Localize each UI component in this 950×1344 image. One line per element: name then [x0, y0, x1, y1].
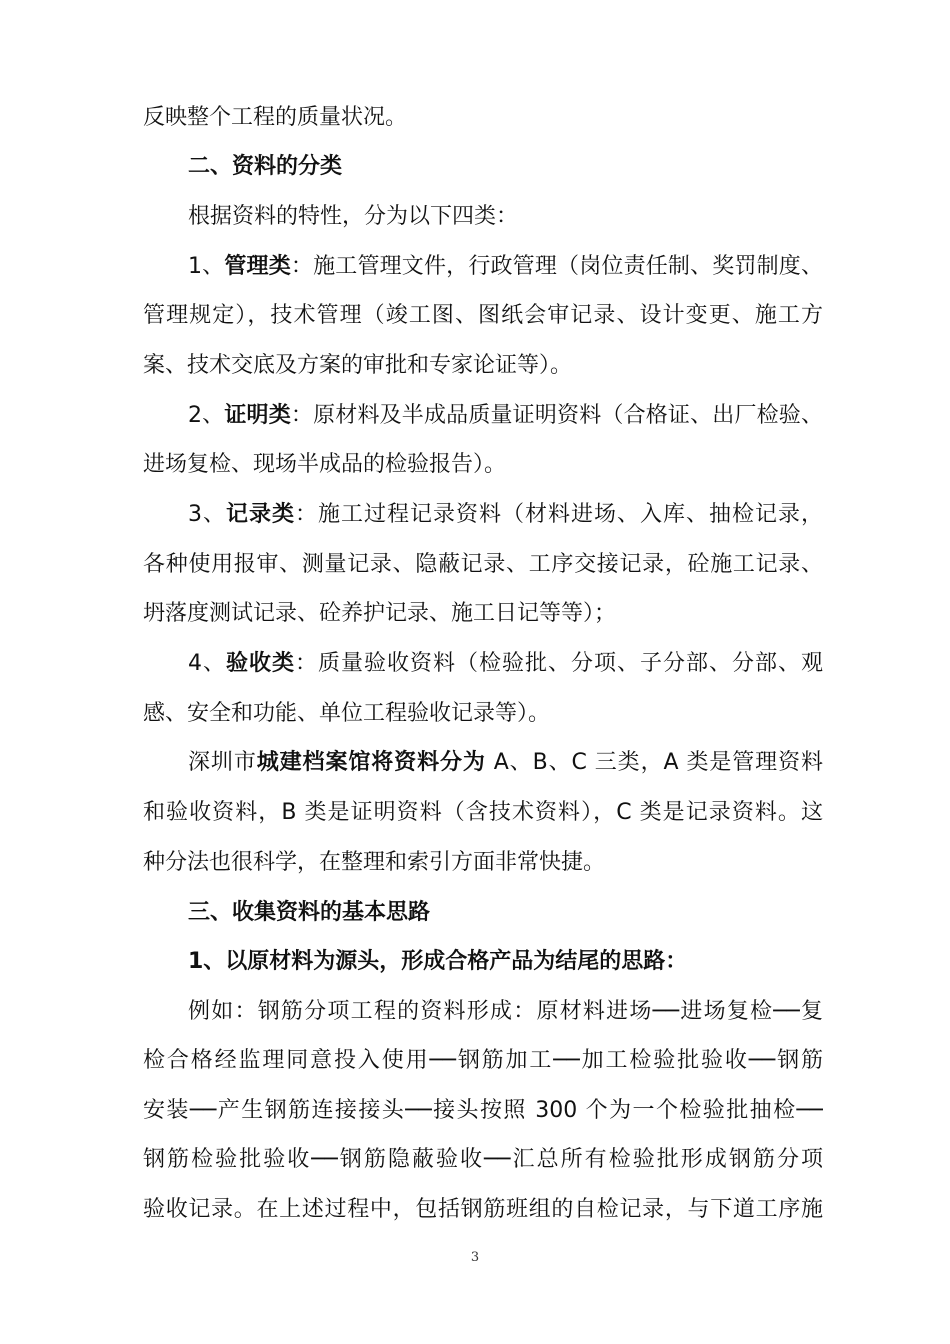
category-description: ：施工管理文件，行政管理（岗位责任制、奖罚制度、 [290, 254, 823, 279]
paragraph-line [188, 748, 823, 778]
list-number: 1、 [188, 254, 225, 279]
list-item-management [188, 252, 823, 282]
category-description: ：原材料及半成品质量证明资料（合格证、出厂检验、 [290, 403, 823, 428]
list-number: 4、 [188, 651, 226, 676]
text-run: A、B、C 三类，A 类是管理资料 [485, 750, 823, 775]
paragraph-line: 感、安全和功能、单位工程验收记录等）。 [143, 701, 551, 726]
category-term: 记录类 [226, 502, 295, 527]
paragraph-line: 安装──产生钢筋连接接头──接头按照 300 个为一个检验批抽检── [143, 1098, 823, 1123]
paragraph-line: 管理规定），技术管理（竣工图、图纸会审记录、设计变更、施工方 [143, 303, 823, 328]
category-description: ：施工过程记录资料（材料进场、入库、抽检记录， [295, 502, 823, 527]
section-heading: 二、资料的分类 [188, 154, 343, 179]
paragraph-line: 种分法也很科学，在整理和索引方面非常快捷。 [143, 850, 606, 875]
list-item-record [188, 500, 823, 530]
category-term: 管理类 [224, 254, 291, 279]
paragraph-line: 案、技术交底及方案的审批和专家论证等）。 [143, 353, 573, 378]
list-item-acceptance [188, 649, 823, 679]
paragraph-line: 检合格经监理同意投入使用──钢筋加工──加工检验批验收──钢筋 [143, 1048, 823, 1073]
paragraph-line: 验收记录。在上述过程中，包括钢筋班组的自检记录，与下道工序施 [143, 1197, 823, 1222]
bold-text-run: 城建档案馆将资料分为 [256, 750, 486, 775]
list-number: 2、 [188, 403, 225, 428]
subsection-heading: 1、以原材料为源头，形成合格产品为结尾的思路： [188, 949, 688, 974]
section-heading: 三、收集资料的基本思路 [188, 900, 431, 925]
category-term: 证明类 [224, 403, 291, 428]
paragraph-line: 根据资料的特性，分为以下四类： [188, 204, 519, 229]
paragraph-line: 反映整个工程的质量状况。 [143, 105, 408, 130]
text-run: 深圳市 [188, 750, 257, 775]
category-term: 验收类 [226, 651, 295, 676]
paragraph-line: 例如：钢筋分项工程的资料形成：原材料进场──进场复检──复 [188, 999, 823, 1024]
paragraph-line: 进场复检、现场半成品的检验报告）。 [143, 452, 507, 477]
paragraph-line: 坍落度测试记录、砼养护记录、施工日记等等）； [143, 601, 617, 626]
paragraph-line: 各种使用报审、测量记录、隐蔽记录、工序交接记录，砼施工记录、 [143, 552, 823, 577]
category-description: ：质量验收资料（检验批、分项、子分部、分部、观 [295, 651, 823, 676]
page-number: 3 [470, 1250, 480, 1265]
list-item-certificate [188, 401, 823, 431]
paragraph-line: 和验收资料，B 类是证明资料（含技术资料），C 类是记录资料。这 [143, 800, 823, 825]
list-number: 3、 [188, 502, 226, 527]
paragraph-line: 钢筋检验批验收──钢筋隐蔽验收──汇总所有检验批形成钢筋分项 [143, 1147, 823, 1172]
